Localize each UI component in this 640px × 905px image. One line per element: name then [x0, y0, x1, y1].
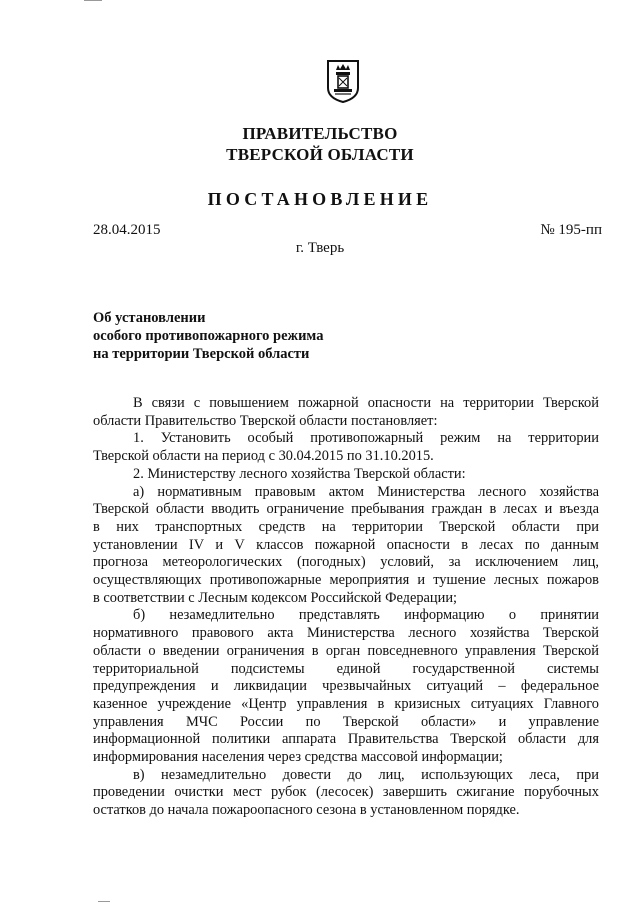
body-word: подсистемы [230, 660, 305, 677]
body-line [93, 731, 599, 749]
body-word: Тверской [543, 625, 599, 642]
body-word: лесах [479, 536, 514, 553]
body-word: системы [547, 660, 599, 677]
body-word: аппарата [282, 731, 337, 748]
body-word: Тверской [93, 501, 149, 518]
body-word: информационной [93, 731, 201, 748]
scan-artifact [84, 0, 102, 1]
body-word: по [305, 713, 321, 730]
body-word: осуществляющих [93, 572, 202, 589]
body-line [93, 537, 599, 555]
body-word: о [508, 607, 517, 624]
body-word: и [498, 713, 507, 730]
body-word: по [524, 536, 540, 553]
body-word: (лесосек) [316, 784, 374, 801]
body-word: сжигание [456, 784, 515, 801]
body-word: противопожарный [310, 430, 424, 447]
document-title [93, 309, 323, 363]
body-word: области [93, 642, 142, 659]
body-word: довести [282, 766, 332, 783]
body-word: незамедлительно [169, 607, 275, 624]
body-word: до [347, 766, 363, 783]
body-line: Тверской области на период с 30.04.2015 по 31.10.2015. [93, 448, 434, 465]
body-word: управления [465, 642, 536, 659]
body-word: области [517, 731, 567, 748]
body-word: и [417, 572, 426, 589]
body-word: Министерства [306, 625, 395, 642]
body-word: Тверской [543, 642, 599, 659]
body-word: V [234, 536, 245, 553]
body-word: в [377, 695, 385, 712]
body-word: на [440, 395, 455, 411]
body-word: в [311, 642, 319, 659]
body-word: представлять [298, 607, 380, 624]
body-line [93, 484, 599, 502]
body-word: нормативным [157, 483, 242, 500]
body-word: очистки [174, 784, 224, 801]
body-word: и [215, 536, 224, 553]
body-word: метеорологических [162, 554, 283, 571]
title-line: Об установлении [93, 310, 206, 326]
body-word: управления [93, 713, 164, 730]
body-word: (погодных) [296, 554, 366, 571]
body-word: с [193, 395, 201, 411]
body-word: IV [188, 536, 205, 553]
body-word: кризисных [394, 695, 461, 712]
body-word: информацию [404, 607, 485, 624]
coat-of-arms-icon [325, 58, 361, 104]
body-word: леса, [529, 766, 560, 783]
body-word: транспортных [155, 518, 243, 535]
body-word: при [576, 766, 599, 783]
body-word: пребывания [351, 501, 425, 518]
body-line [93, 714, 599, 732]
document-number: № 195-пп [540, 222, 602, 238]
body-word: них [116, 518, 139, 535]
body-word: в) [133, 766, 145, 783]
body-line [93, 696, 599, 714]
body-word: граждан [431, 501, 483, 518]
body-word: вводить [211, 501, 260, 518]
body-word: Главного [543, 695, 599, 712]
body-word: порубочных [524, 784, 599, 801]
title-line: на территории Тверской области [93, 346, 310, 362]
body-word: введении [162, 642, 220, 659]
body-word: «Центр [241, 695, 287, 712]
body-word: проведении [93, 784, 165, 801]
body-word: единой [336, 660, 381, 677]
body-line: остатков до начала пожароопасного сезона в установленном порядке. [93, 802, 520, 819]
body-word: правового [191, 625, 254, 642]
body-word: политики [211, 731, 271, 748]
body-word: предупреждения [93, 678, 196, 695]
body-word: и [210, 678, 219, 695]
body-word: ликвидации [233, 678, 307, 695]
body-line [93, 643, 599, 661]
body-word: мест [232, 784, 262, 801]
body-word: учреждение [157, 695, 232, 712]
body-word: классов [256, 536, 304, 553]
body-word: лиц, [572, 554, 599, 571]
body-word: тушение [433, 572, 486, 589]
body-word: в [489, 501, 497, 518]
body-word: средств [258, 518, 306, 535]
body-word: правовым [254, 483, 316, 500]
body-word: нормативного [93, 625, 179, 642]
body-word: ситуаций [426, 678, 484, 695]
body-word: б) [133, 607, 146, 624]
body-word: территории [352, 518, 423, 535]
body-line [93, 554, 599, 572]
body-word: государственной [412, 660, 515, 677]
body-word: Министерства [377, 483, 466, 500]
body-word: лиц, [378, 766, 405, 783]
body-word: Правительства [347, 731, 439, 748]
body-word: опасности [367, 395, 432, 411]
body-line [93, 678, 599, 696]
body-line: информирования населения через средства массовой информации; [93, 749, 503, 766]
body-word: противопожарные [209, 572, 322, 589]
body-word: ограничение [266, 501, 345, 518]
body-line [93, 572, 599, 590]
body-word: опасности [386, 536, 450, 553]
body-word: пожаров [546, 572, 599, 589]
organization-name-line2: ТВЕРСКОЙ ОБЛАСТИ [226, 145, 414, 164]
body-word: а) [133, 483, 145, 500]
title-line: особого противопожарного режима [93, 328, 324, 344]
body-word: пожарной [314, 536, 376, 553]
body-word: области [156, 501, 205, 518]
body-word: России [239, 713, 284, 730]
body-word: чрезвычайных [322, 678, 412, 695]
body-word: и [544, 501, 553, 518]
body-word: на [497, 430, 512, 447]
body-line [93, 395, 599, 413]
body-word: на [321, 518, 336, 535]
body-word: завершить [382, 784, 447, 801]
body-word: Тверской [542, 395, 599, 411]
body-word: режим [440, 430, 481, 447]
body-word: принятии [540, 607, 599, 624]
body-word: управление [528, 713, 599, 730]
body-word: повышением [209, 395, 289, 411]
body-word: территории [463, 395, 534, 411]
body-line: 2. Министерству лесного хозяйства Тверской области: [133, 465, 466, 482]
document-city: г. Тверь [295, 240, 345, 256]
body-word: незамедлительно [161, 766, 267, 783]
body-line [93, 625, 599, 643]
body-word: прогноза [93, 554, 148, 571]
body-word: орган [325, 642, 361, 659]
body-word: въезда [559, 501, 599, 518]
body-word: Установить [160, 430, 231, 447]
body-word: федеральное [520, 678, 599, 695]
body-word: – [498, 678, 506, 695]
body-line [93, 607, 599, 625]
body-word: территориальной [93, 660, 199, 677]
body-word: повседневного [367, 642, 458, 659]
body-word: области [511, 518, 560, 535]
body-word: для [577, 731, 599, 748]
body-word: пожарной [297, 395, 359, 411]
body-word: области» [420, 713, 477, 730]
body-word: в [461, 536, 469, 553]
body-word: Тверской [439, 518, 496, 535]
body-word: условий, [380, 554, 434, 571]
body-word: хозяйства [539, 483, 599, 500]
body-word: МЧС [185, 713, 218, 730]
body-word: данным [550, 536, 599, 553]
body-word: ситуациях [470, 695, 534, 712]
body-word: за [448, 554, 461, 571]
document-body [93, 395, 599, 820]
body-word: о [148, 642, 156, 659]
body-word: хозяйства [469, 625, 530, 642]
body-word: территории [528, 430, 599, 447]
body-word: в [93, 518, 100, 535]
document-date: 28.04.2015 [93, 222, 161, 238]
body-line [93, 519, 599, 537]
body-line: в соответствии с Лесным кодексом Российской Федерации; [93, 589, 458, 606]
body-word: при [576, 518, 599, 535]
body-word: актом [328, 483, 365, 500]
body-word: особый [247, 430, 294, 447]
body-word: рубок [270, 784, 307, 801]
body-word: использующих [421, 766, 513, 783]
body-word: установлении [93, 536, 178, 553]
body-word: лесных [493, 572, 539, 589]
body-word: лесах [503, 501, 538, 518]
body-word: лесного [478, 483, 527, 500]
body-word: В [133, 395, 143, 411]
organization-name-line1: ПРАВИТЕЛЬСТВО [242, 124, 398, 143]
body-word: акта [267, 625, 294, 642]
body-line [93, 661, 599, 679]
body-word: казенное [93, 695, 148, 712]
body-word: 1. [133, 430, 144, 447]
body-line: области Правительство Тверской области постановляет: [93, 412, 438, 429]
body-line [93, 784, 599, 802]
scan-artifact [98, 901, 110, 902]
body-line [93, 501, 599, 519]
body-word: связи [151, 395, 185, 411]
body-line [93, 767, 599, 785]
body-word: мероприятия [329, 572, 410, 589]
document-type: ПОСТАНОВЛЕНИЕ [207, 189, 433, 209]
body-word: Тверской [450, 731, 507, 748]
body-word: управления [296, 695, 368, 712]
body-word: исключением [475, 554, 559, 571]
body-word: лесного [408, 625, 457, 642]
body-word: ограничения [226, 642, 305, 659]
body-word: Тверской [342, 713, 399, 730]
body-line [93, 430, 599, 448]
